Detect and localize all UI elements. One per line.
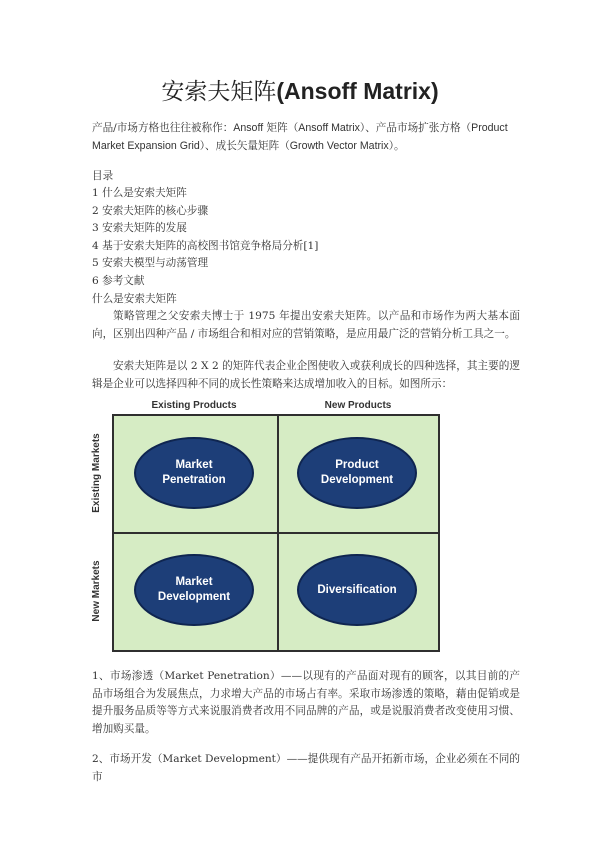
intro-paragraph [92,120,520,155]
ellipse-market-development: Market Development [134,554,254,626]
toc-item[interactable]: 2 安索夫矩阵的核心步骤 [92,204,209,217]
row-label-existing-markets: Existing Markets [91,433,102,513]
paragraph-matrix-description: 安索夫矩阵是以 2 X 2 的矩阵代表企业企图使收入或获利成长的四种选择，其主要的逻辑是企业可以选择四种不同的成长性策略来达成增加收入的目标。如图所示： [92,360,520,390]
intro-latin-term: Growth Vector Matrix [289,139,389,152]
ellipse-market-penetration: Market Penetration [134,437,254,509]
cell-market-development [114,533,276,649]
intro-latin-term: Ansoff Matrix [298,122,360,134]
toc-item[interactable]: 6 参考文献 [92,274,145,287]
matrix-grid [112,414,440,652]
column-label-existing-products: Existing Products [151,400,237,411]
intro-text: 矩阵（ [263,122,299,134]
intro-text: ）。 [388,139,405,152]
intro-latin-term: Product Market Expansion Grid [92,122,508,152]
section-heading: 什么是安索夫矩阵 [92,293,177,305]
toc-item[interactable]: 1 什么是安索夫矩阵 [92,187,187,199]
intro-text: ）、成长矢量矩阵（ [199,139,290,152]
toc-item[interactable]: 3 安索夫矩阵的发展 [92,222,187,234]
cell-diversification [277,533,439,649]
title-english: (Ansoff Matrix) [276,78,439,104]
intro-text: ）、产品市场扩张方格（ [359,122,472,134]
ellipse-product-development: Product Development [297,437,417,509]
intro-latin-term: Ansoff [233,122,264,134]
ellipse-diversification: Diversification [297,554,417,626]
table-of-contents [92,185,520,290]
column-label-new-products: New Products [324,400,392,411]
toc-item[interactable]: 4 基于安索夫矩阵的高校图书馆竞争格局分析[1] [92,239,319,252]
paragraph-market-penetration: 1、市场渗透（Market Penetration）——以现有的产品面对现有的顾客，以其目前的产品市场组合为发展焦点，力求增大产品的市场占有率。采取市场渗透的策略，藉由促销或是提升服务品质等等方式来说服消费者改用不同品牌的产品，或是说服消费者改变使用习惯、增加购买量。 [92,670,520,735]
cell-product-development [277,416,439,532]
row-label-new-markets: New Markets [91,560,102,622]
page-title [0,76,600,107]
paragraph-market-development: 2、市场开发（Market Development）——提供现有产品开拓新市场，企业必须在不同的市 [92,753,520,783]
toc-item[interactable]: 5 安索夫模型与动荡管理 [92,257,209,269]
title-chinese: 安索夫矩阵 [161,79,277,105]
cell-market-penetration [114,416,276,532]
ansoff-matrix-figure [92,398,444,656]
intro-text: 产品/市场方格也往往被称作： [92,122,234,134]
toc-heading: 目录 [92,170,114,182]
paragraph-definition: 策略管理之父安索夫博士于 1975 年提出安索夫矩阵。以产品和市场作为两大基本面向，区别出四种产品 / 市场组合和相对应的营销策略，是应用最广泛的营销分析工具之一。 [92,310,520,340]
